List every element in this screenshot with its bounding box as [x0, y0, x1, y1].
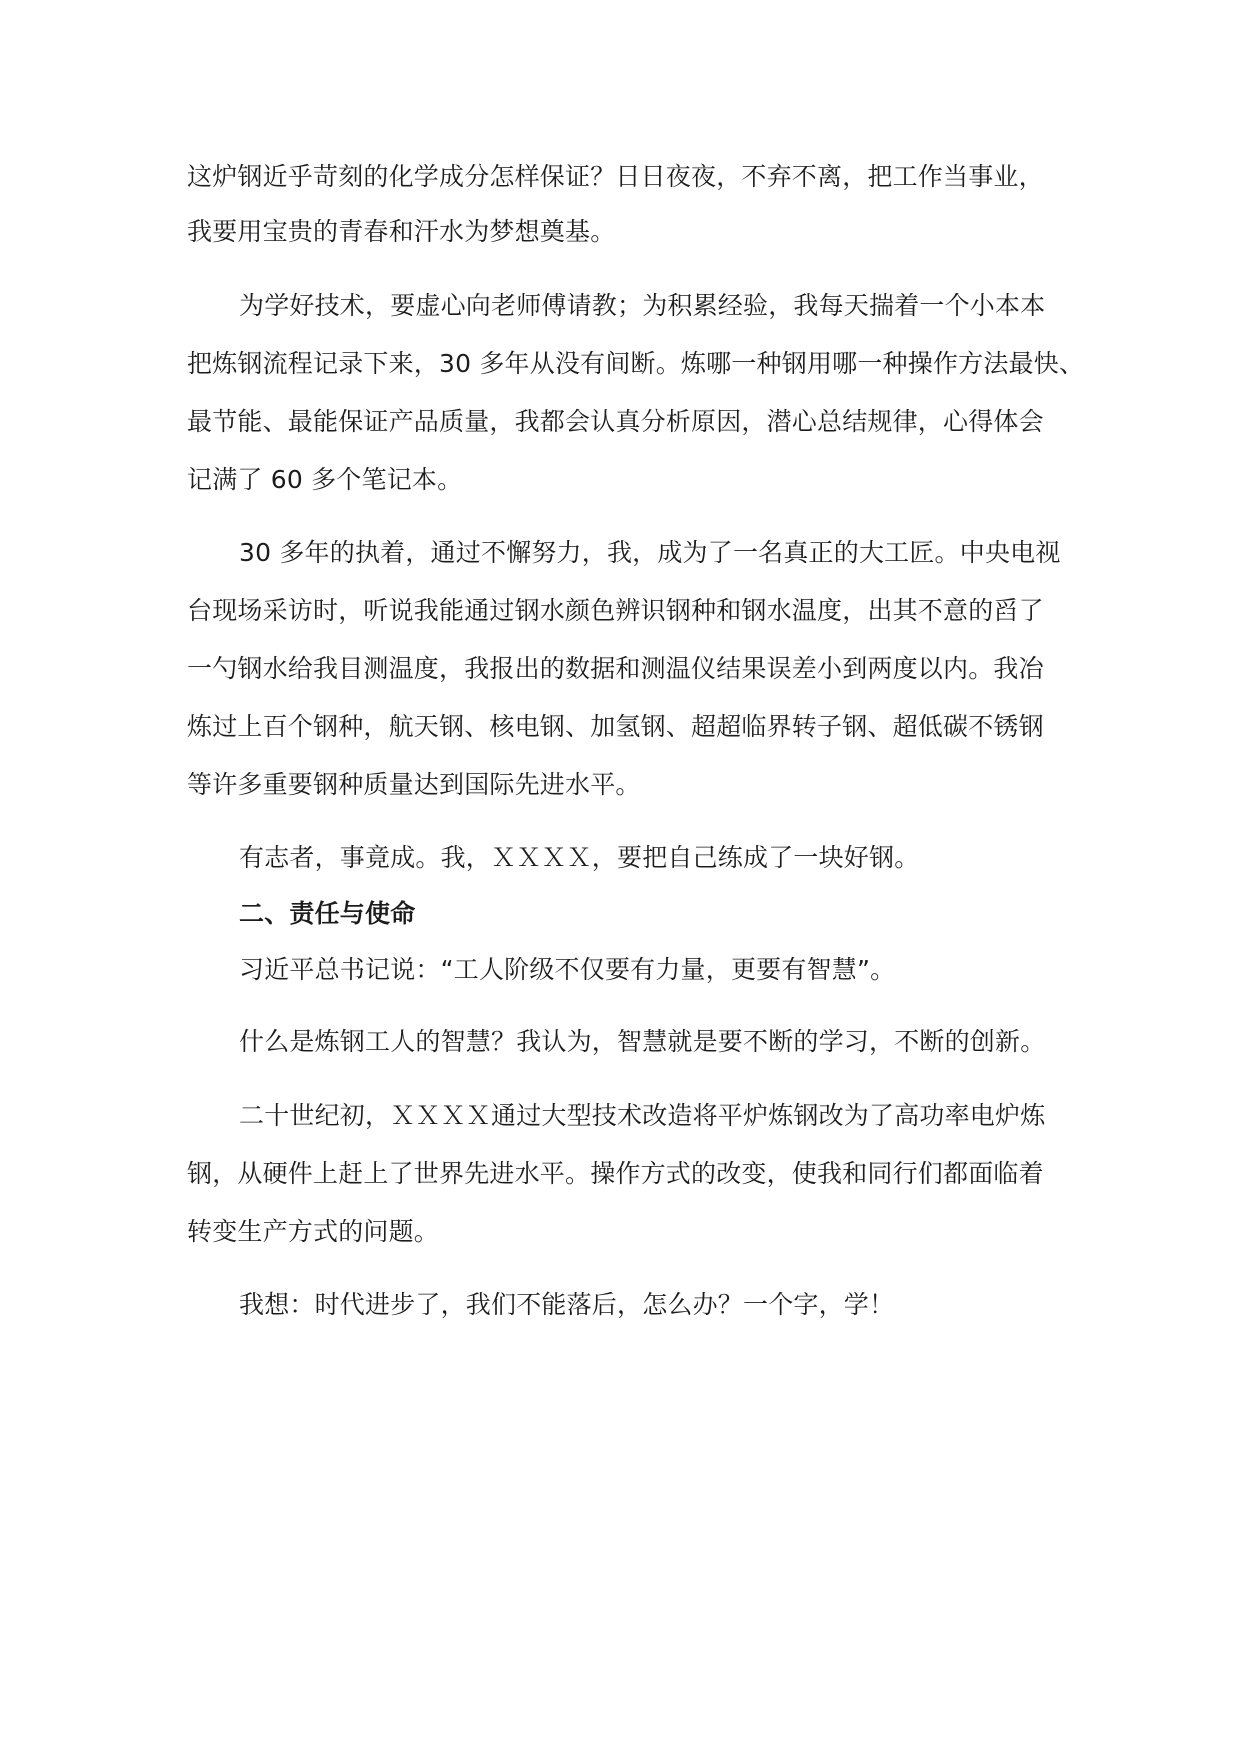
paragraph-line: 为学好技术，要虚心向老师傅请教；为积累经验，我每天揣着一个小本本	[239, 291, 1046, 320]
paragraph-line: 炼过上百个钢种，航天钢、核电钢、加氢钢、超超临界转子钢、超低碳不锈钢	[187, 712, 1044, 741]
paragraph-line: 把炼钢流程记录下来，30 多年从没有间断。炼哪一种钢用哪一种操作方法最快、	[187, 349, 1085, 378]
paragraph-line: 习近平总书记说：“工人阶级不仅要有力量，更要有智慧”。	[239, 955, 896, 984]
paragraph-line: 我要用宝贵的青春和汗水为梦想奠基。	[187, 217, 616, 246]
paragraph-line: 什么是炼钢工人的智慧？我认为，智慧就是要不断的学习，不断的创新。	[239, 1027, 1046, 1056]
paragraph-line: 记满了 60 多个笔记本。	[187, 465, 463, 494]
paragraph-line: 等许多重要钢种质量达到国际先进水平。	[187, 770, 641, 799]
paragraph-line: 有志者，事竟成。我，ＸＸＸＸ，要把自己练成了一块好钢。	[239, 843, 920, 872]
paragraph-line: 我想：时代进步了，我们不能落后，怎么办？一个字，学！	[239, 1290, 895, 1319]
paragraph-line: 这炉钢近乎苛刻的化学成分怎样保证？日日夜夜，不弃不离，把工作当事业，	[187, 162, 1044, 191]
section-heading: 二、责任与使命	[239, 899, 416, 928]
paragraph-line: 二十世纪初，ＸＸＸＸ通过大型技术改造将平炉炼钢改为了高功率电炉炼	[239, 1101, 1046, 1130]
paragraph-line: 一勺钢水给我目测温度，我报出的数据和测温仪结果误差小到两度以内。我冶	[187, 654, 1044, 683]
paragraph-line: 最节能、最能保证产品质量，我都会认真分析原因，潜心总结规律，心得体会	[187, 407, 1044, 436]
paragraph-line: 转变生产方式的问题。	[187, 1217, 440, 1246]
paragraph-line: 30 多年的执着，通过不懈努力，我，成为了一名真正的大工匠。中央电视	[239, 538, 1061, 567]
paragraph-line: 钢，从硬件上赶上了世界先进水平。操作方式的改变，使我和同行们都面临着	[187, 1159, 1044, 1188]
paragraph-line: 台现场采访时，听说我能通过钢水颜色辨识钢种和钢水温度，出其不意的舀了	[187, 596, 1044, 625]
